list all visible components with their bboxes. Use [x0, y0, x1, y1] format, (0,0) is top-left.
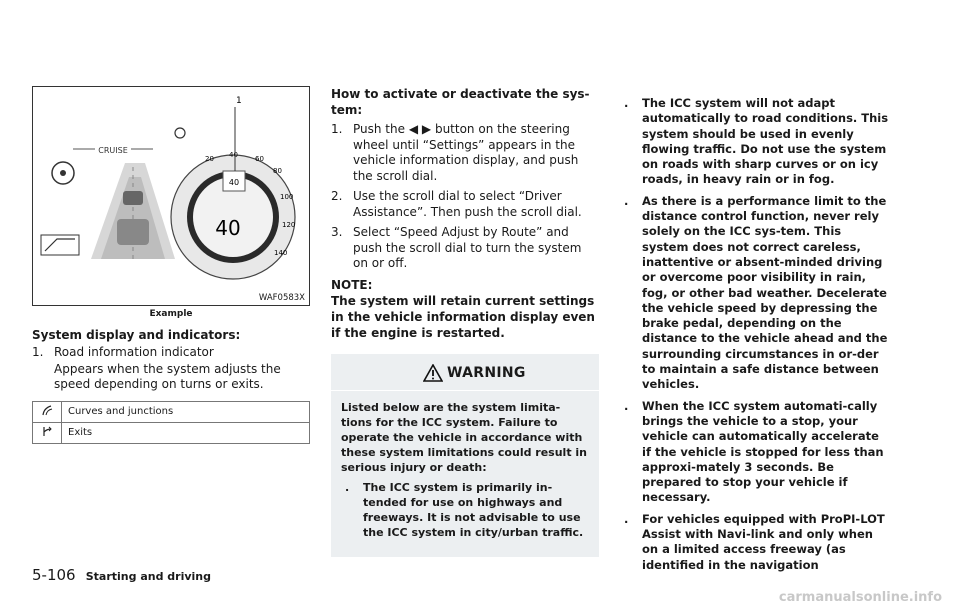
- right-arrow-icon: ▶: [421, 122, 432, 136]
- middle-column: [331, 86, 599, 371]
- list-item: . For vehicles equipped with ProPI-LOT Assist with Navi-link and only when on a limited access freeway (as identified in the navigation: [624, 511, 885, 572]
- table-row: [33, 422, 310, 443]
- warning-intro: Listed below are the system limita-tions for the ICC system. Failure to operate the vehicle in accordance with these system limitations could result in serious injury or death:: [341, 401, 588, 474]
- figure-caption: Example: [149, 309, 193, 319]
- dial-120: 120: [282, 221, 296, 229]
- own-vehicle-icon: [117, 219, 149, 245]
- page-number: 5-106: [32, 566, 76, 584]
- note-text: The system will retain current settings in the vehicle information display even if the engine is restarted.: [331, 293, 595, 340]
- table-row: [33, 401, 310, 422]
- item-1: 1. Road information indicator: [32, 345, 214, 359]
- warning-text: [341, 400, 591, 540]
- indicator-label: Exits: [62, 422, 310, 443]
- speed-limit-value: 40: [228, 178, 240, 187]
- note-label: NOTE:: [331, 277, 373, 292]
- list-item: . The ICC system will not adapt automatically to road conditions. This system should be used in evenly flowing traffic. Do not use the system on roads with sharp curves or on icy roads, in heavy rain or in fog.: [624, 96, 889, 187]
- list-item: . As there is a performance limit to the distance control function, never rely solely on the ICC sys-tem. This system does not correct careless, inattentive or absent-minded driving or overcome poor visibility in rain, fog, or other bad weather. Decelerate the vehicle speed by depressing the brake pedal, depending on the distance to the vehicle ahead and the surrounding circumstances in or-der to maintain a safe distance between vehicles.: [624, 193, 888, 392]
- page-footer: [32, 566, 211, 584]
- instrument-figure: [32, 86, 310, 306]
- dial-80: 80: [273, 167, 282, 175]
- dial-20: 20: [205, 155, 214, 163]
- display-heading: System display and indicators:: [32, 328, 241, 342]
- dial-100: 100: [280, 193, 294, 201]
- left-arrow-icon: ◀: [408, 122, 419, 136]
- dial-60: 60: [255, 155, 264, 163]
- callout-1: 1: [236, 96, 242, 106]
- watermark: carmanualsonline.info: [778, 590, 942, 605]
- exit-road-icon: [40, 425, 54, 437]
- warning-bullet: . The ICC system is primarily in-tended for use on highways and freeways. It is not advisable to use the ICC system in city/urban traffic.: [345, 481, 584, 539]
- lead-vehicle-icon: [123, 191, 143, 205]
- item-1-desc: Appears when the system adjusts the speed depending on turns or exits.: [54, 361, 281, 391]
- warning-box: [331, 354, 599, 557]
- status-icon: [175, 128, 185, 138]
- left-column: [32, 327, 310, 444]
- warning-label: WARNING: [447, 365, 526, 381]
- item-1-title: Road information indicator: [54, 345, 214, 359]
- dial-40: 40: [229, 151, 238, 159]
- footer-section: Starting and driving: [85, 570, 211, 583]
- step-3: 3. Select “Speed Adjust by Route” and push the scroll dial to turn the system on or off.: [331, 225, 582, 270]
- indicator-label: Curves and junctions: [62, 401, 310, 422]
- dial-140: 140: [274, 249, 288, 257]
- indicator-table: [32, 401, 310, 444]
- step-2: 2. Use the scroll dial to select “Driver Assistance”. Then push the scroll dial.: [331, 189, 582, 219]
- step-1: 1. Push the ◀ ▶ button on the steering wheel until “Settings” appears in the vehicle information display, and push the scroll dial.: [331, 122, 579, 183]
- figure-id: WAF0583X: [258, 293, 305, 303]
- current-speed: 40: [215, 216, 241, 240]
- right-column: [620, 96, 890, 579]
- cluster-illustration: [33, 87, 309, 305]
- warning-icon: [423, 364, 443, 382]
- activate-heading: How to activate or deactivate the sys-tem:: [331, 87, 590, 117]
- list-item: . When the ICC system automati-cally brings the vehicle to a stop, your vehicle can automatically accelerate if the vehicle is stopped for less than approxi-mately 3 seconds. Be prepared to stop your vehicle if necessary.: [624, 398, 884, 505]
- curve-road-icon: [40, 404, 54, 416]
- warning-header: [331, 354, 599, 391]
- cruise-label: CRUISE: [98, 146, 128, 155]
